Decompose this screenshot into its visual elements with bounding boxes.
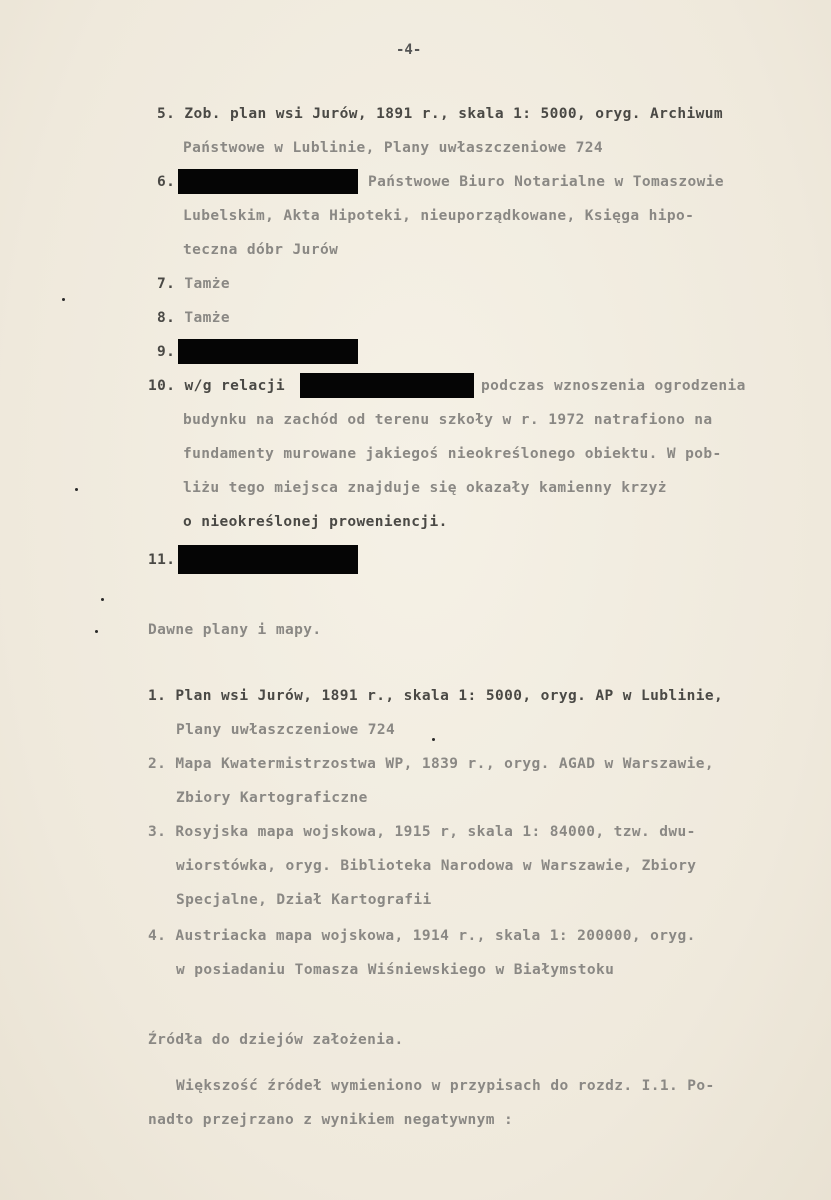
footnote-line: budynku na zachód od terenu szkoły w r. 1972 natrafiono na: [183, 412, 713, 428]
footnote-5: [157, 106, 723, 122]
footnote-number: 6.: [157, 174, 176, 190]
paper-speck: [75, 488, 78, 491]
footnote-text: Tamże: [184, 276, 231, 292]
footnote-line: podczas wznoszenia ogrodzenia: [481, 378, 746, 394]
section-heading-maps: Dawne plany i mapy.: [148, 622, 322, 638]
footnote-text: Tamże: [184, 310, 231, 326]
body-line: nadto przejrzano z wynikiem negatywnym :: [148, 1112, 514, 1128]
footnote-8: [157, 310, 230, 326]
footnote-9: [157, 344, 175, 360]
footnote-line: teczna dóbr Jurów: [183, 242, 339, 258]
footnote-10: [148, 378, 285, 394]
footnote-text: w/g relacji: [184, 378, 285, 394]
item-text: Mapa Kwatermistrzostwa WP, 1839 r., oryg. AGAD w Warszawie,: [175, 756, 715, 772]
item-text: Plan wsi Jurów, 1891 r., skala 1: 5000, oryg. AP w Lublinie,: [175, 688, 724, 704]
item-text: Rosyjska mapa wojskowa, 1915 r, skala 1: 84000, tzw. dwu-: [175, 824, 696, 840]
item-line: Zbiory Kartograficzne: [176, 790, 368, 806]
footnote-number: 11.: [148, 552, 176, 568]
map-item-4: [148, 928, 696, 944]
footnote-7: [157, 276, 230, 292]
map-item-2: [148, 756, 714, 772]
map-item-3: [148, 824, 696, 840]
item-number: 2.: [148, 756, 167, 772]
redaction-bar: [178, 545, 358, 574]
redaction-bar: [300, 373, 474, 398]
map-item-1: [148, 688, 723, 704]
footnote-line: o nieokreślonej proweniencji.: [183, 514, 448, 530]
item-number: 3.: [148, 824, 167, 840]
footnote-number: 10.: [148, 378, 176, 394]
section-heading-sources: Źródła do dziejów założenia.: [148, 1032, 404, 1048]
item-line: Plany uwłaszczeniowe 724: [176, 722, 396, 738]
footnote-text: Zob. plan wsi Jurów, 1891 r., skala 1: 5000, oryg. Archiwum: [184, 106, 724, 122]
footnote-11: [148, 552, 175, 568]
footnote-line: fundamenty murowane jakiegoś nieokreślonego obiektu. W pob-: [183, 446, 722, 462]
footnote-line: Lubelskim, Akta Hipoteki, nieuporządkowane, Księga hipo-: [183, 208, 695, 224]
footnote-number: 9.: [157, 344, 176, 360]
footnote-6: [157, 174, 175, 190]
paper-speck: [432, 738, 435, 741]
page-number: -4-: [396, 42, 422, 58]
body-line: Większość źródeł wymieniono w przypisach do rozdz. I.1. Po-: [176, 1078, 715, 1094]
item-line: Specjalne, Dział Kartografii: [176, 892, 432, 908]
paper-speck: [62, 298, 65, 301]
footnote-number: 7.: [157, 276, 176, 292]
redaction-bar: [178, 169, 358, 194]
item-number: 4.: [148, 928, 167, 944]
redaction-bar: [178, 339, 358, 364]
item-number: 1.: [148, 688, 167, 704]
footnote-text: Państwowe Biuro Notarialne w Tomaszowie: [368, 174, 725, 190]
footnote-line: Państwowe w Lublinie, Plany uwłaszczeniowe 724: [183, 140, 603, 156]
item-line: wiorstówka, oryg. Biblioteka Narodowa w Warszawie, Zbiory: [176, 858, 697, 874]
footnote-number: 5.: [157, 106, 176, 122]
item-line: w posiadaniu Tomasza Wiśniewskiego w Białymstoku: [176, 962, 615, 978]
paper-speck: [101, 598, 104, 601]
item-text: Austriacka mapa wojskowa, 1914 r., skala 1: 200000, oryg.: [175, 928, 696, 944]
footnote-number: 8.: [157, 310, 176, 326]
footnote-line: liżu tego miejsca znajduje się okazały kamienny krzyż: [183, 480, 667, 496]
paper-speck: [95, 630, 98, 633]
